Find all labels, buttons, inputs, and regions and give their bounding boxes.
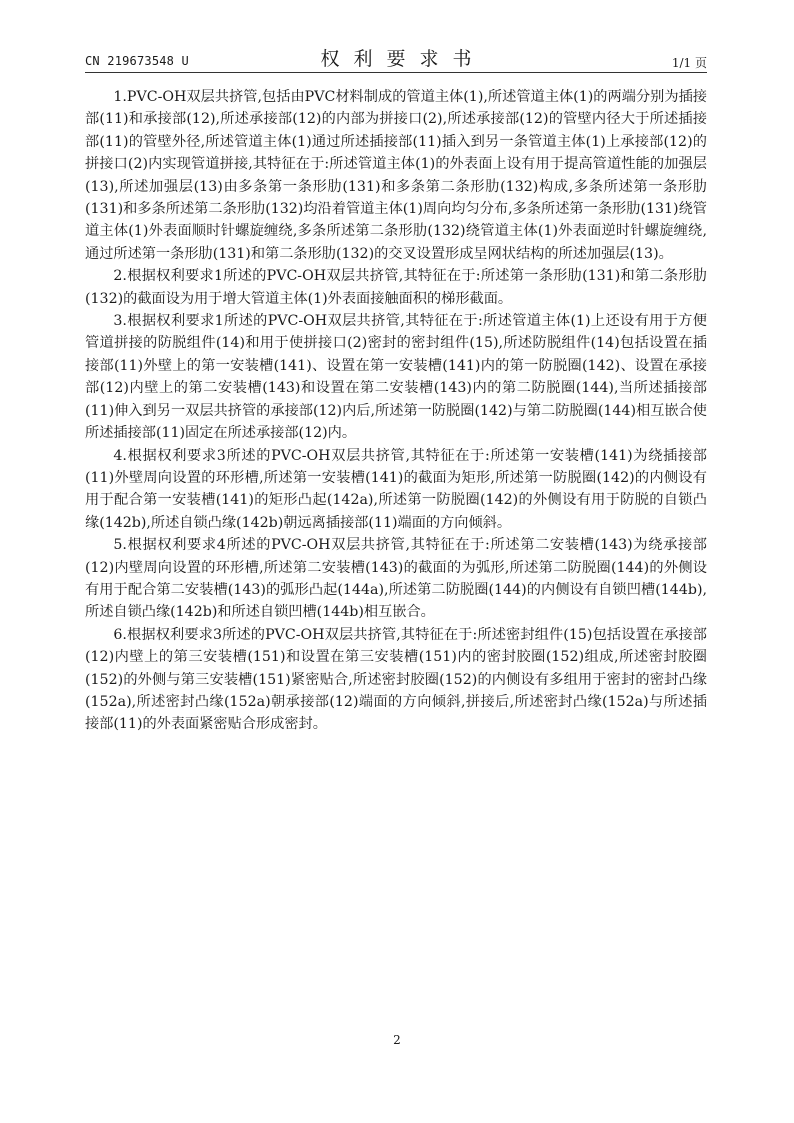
page-number: 2 (393, 1033, 401, 1047)
claim-4: 4.根据权利要求3所述的PVC-OH双层共挤管,其特征在于:所述第一安装槽(141)为绕插接部(11)外壁周向设置的环形槽,所述第一安装槽(141)的截面为矩形,所述第一防脱圈(142)的内侧设有用于配合第一安装槽(141)的矩形凸起(142a),所述第一防脱圈(142)的外侧设有用于防脱的自锁凸缘(142b),所述自锁凸缘(142b)朝远离插接部(11)端面的方向倾斜。 (85, 447, 707, 531)
document-title: 权利要求书 (320, 48, 486, 70)
publication-number: CN 219673548 U (85, 54, 189, 68)
claim-3: 3.根据权利要求1所述的PVC-OH双层共挤管,其特征在于:所述管道主体(1)上还设有用于方便管道拼接的防脱组件(14)和用于使拼接口(2)密封的密封组件(15),所述防脱组件(14)包括设置在插接部(11)外壁上的第一安装槽(141)、设置在第一安装槽(141)内的第一防脱圈(142)、设置在承接部(12)内壁上的第二安装槽(143)和设置在第二安装槽(143)内的第二防脱圈(144),当所述插接部(11)伸入到另一双层共挤管的承接部(12)内后,所述第一防脱圈(142)与第二防脱圈(144)相互嵌合使所述插接部(11)固定在所述承接部(12)内。 (85, 313, 707, 442)
page-info: 1/1 页 (671, 56, 707, 70)
claim-2: 2.根据权利要求1所述的PVC-OH双层共挤管,其特征在于:所述第一条形肋(131)和第二条形肋(132)的截面设为用于增大管道主体(1)外表面接触面积的梯形截面。 (85, 268, 707, 307)
claim-6: 6.根据权利要求3所述的PVC-OH双层共挤管,其特征在于:所述密封组件(15)包括设置在承接部(12)内壁上的第三安装槽(151)和设置在第三安装槽(151)内的密封胶圈(152)组成,所述密封胶圈(152)的外侧与第三安装槽(151)紧密贴合,所述密封胶圈(152)的内侧设有多组用于密封的密封凸缘(152a),所述密封凸缘(152a)朝承接部(12)端面的方向倾斜,拼接后,所述密封凸缘(152a)与所述插接部(11)的外表面紧密贴合形成密封。 (85, 626, 707, 733)
claim-1: 1.PVC-OH双层共挤管,包括由PVC材料制成的管道主体(1),所述管道主体(1)的两端分别为插接部(11)和承接部(12),所述承接部(12)的内部为拼接口(2),所述承接部(12)的管壁内径大于所述插接部(11)的管壁外径,所述管道主体(1)通过所述插接部(11)插入到另一条管道主体(1)上承接部(12)的拼接口(2)内实现管道拼接,其特征在于:所述管道主体(1)的外表面上设有用于提高管道性能的加强层(13),所述加强层(13)由多条第一条形肋(131)和多条第二条形肋(132)构成,多条所述第一条形肋(131)和多条所述第二条形肋(132)均沿着管道主体(1)周向均匀分布,多条所述第一条形肋(131)绕管道主体(1)外表面顺时针螺旋缠绕,多条所述第二条形肋(132)绕管道主体(1)外表面逆时针螺旋缠绕,通过所述第一条形肋(131)和第二条形肋(132)的交叉设置形成呈网状结构的所述加强层(13)。 (85, 89, 707, 262)
header-rule (85, 72, 707, 73)
claim-5: 5.根据权利要求4所述的PVC-OH双层共挤管,其特征在于:所述第二安装槽(143)为绕承接部(12)内壁周向设置的环形槽,所述第二安装槽(143)的截面的为弧形,所述第二防脱圈(144)的外侧设有用于配合第二安装槽(143)的弧形凸起(144a),所述第二防脱圈(144)的内侧设有自锁凹槽(144b),所述自锁凸缘(142b)和所述自锁凹槽(144b)相互嵌合。 (85, 537, 707, 621)
page-header (85, 44, 707, 72)
claims-body (85, 86, 707, 736)
